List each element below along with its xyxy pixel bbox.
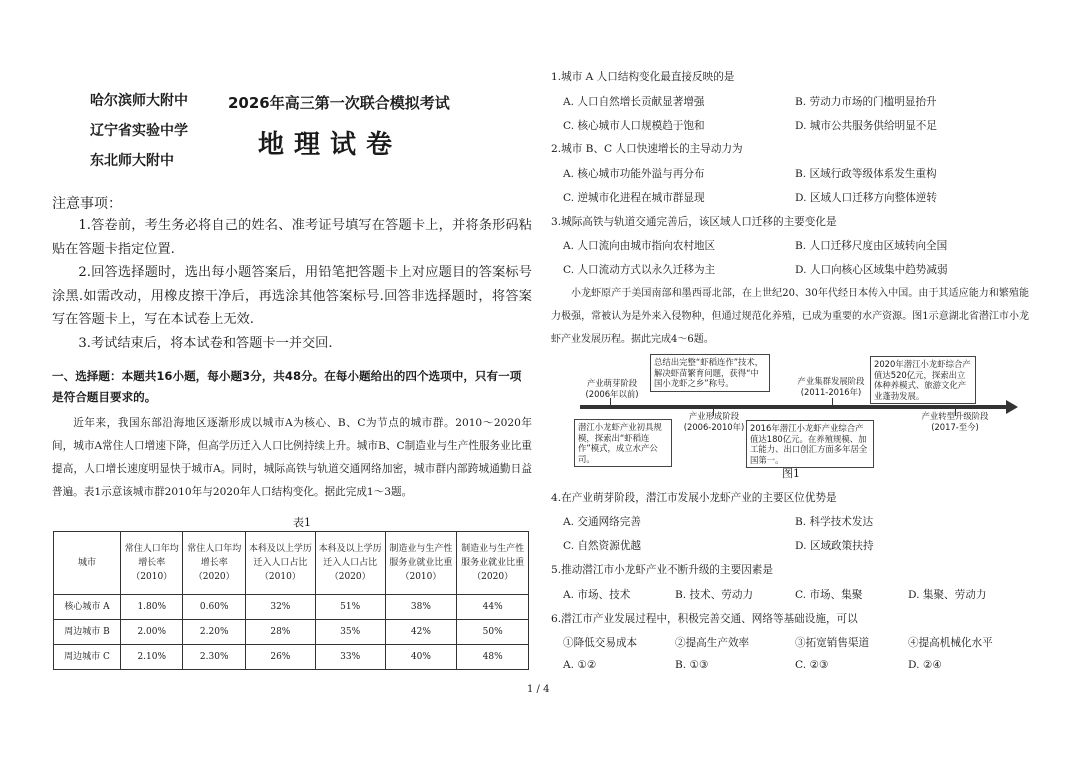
table-cell: 1.80%	[121, 595, 183, 620]
table-header-cell: 常住人口年均增长率（2020）	[183, 532, 245, 595]
table-row	[54, 645, 529, 670]
table-cell: 48%	[457, 645, 529, 670]
stage-period: (2011-2016年)	[800, 386, 862, 397]
table-cell: 0.60%	[183, 595, 245, 620]
stage-label-4	[912, 411, 998, 432]
notice-item-3: 3.考试结束后，将本试卷和答题卡一并交回.	[78, 335, 333, 351]
question-6-item-4: ④提高机械化水平	[908, 637, 993, 649]
question-3-option-b[interactable]: B. 人口迁移尺度由区域转向全国	[795, 240, 948, 252]
page-number: 1 / 4	[527, 684, 550, 695]
question-4-option-b[interactable]: B. 科学技术发达	[795, 516, 874, 528]
question-4-stem: 4.在产业萌芽阶段，潜江市发展小龙虾产业的主要区位优势是	[551, 492, 837, 504]
school-name-2: 辽宁省实验中学	[90, 123, 188, 139]
question-3-option-a[interactable]: A. 人口流向由城市指向农村地区	[563, 240, 716, 252]
stage-label-2	[674, 411, 754, 432]
figure-1-caption: 图1	[782, 467, 800, 480]
question-2-option-a[interactable]: A. 核心城市功能外溢与再分布	[563, 168, 705, 180]
question-6-option-b[interactable]: B. ①③	[675, 659, 709, 671]
stage-2-description: 总结出完整“虾稻连作”技术，解决虾苗繁育问题，获得“中国小龙虾之乡”称号。	[650, 354, 770, 392]
table-cell: 2.00%	[121, 620, 183, 645]
question-3-stem: 3.城际高铁与轨道交通完善后，该区域人口迁移的主要变化是	[551, 216, 837, 228]
table-cell: 40%	[385, 645, 457, 670]
section-title: 一、选择题：本题共16小题，每小题3分，共48分。在每小题给出的四个选项中，只有一项是符合题目要求的。	[52, 369, 522, 404]
question-2-option-d[interactable]: D. 区域人口迁移方向整体逆转	[795, 192, 937, 204]
question-1-option-d[interactable]: D. 城市公共服务供给明显不足	[795, 120, 937, 132]
stage-label-3	[788, 376, 874, 397]
table-header-cell: 城市	[54, 532, 121, 595]
stage-period: (2006-2010年)	[683, 421, 745, 432]
passage-1: 近年来，我国东部沿海地区逐渐形成以城市A为核心、B、C为节点的城市群。2010～2020年间，城市A常住人口增速下降，但高学历迁入人口比例持续上升。城市B、C制造业与生产性服务业比重提高，人口增长速度明显快于城市A。同时，城际高铁与轨道交通网络加密，城市群内部跨城通勤日益普遍。表1示意该城市群2010年与2020年人口结构变化。据此完成1～3题。	[52, 417, 532, 498]
stage-name: 产业形成阶段	[688, 411, 740, 421]
table-cell: 38%	[385, 595, 457, 620]
question-1-option-a[interactable]: A. 人口自然增长贡献显著增强	[563, 96, 705, 108]
timeline-arrow-head	[1006, 400, 1018, 414]
stage-3-description: 2016年潜江小龙虾产业综合产值达180亿元。在养殖规模、加工能力、出口创汇方面多年居全国第一。	[746, 420, 874, 468]
question-4-option-a[interactable]: A. 交通网络完善	[563, 516, 641, 528]
table-cell: 2.20%	[183, 620, 245, 645]
table-cell: 35%	[315, 620, 385, 645]
table-header-cell: 常住人口年均增长率（2010）	[121, 532, 183, 595]
notice-list	[52, 214, 532, 355]
table-cell: 核心城市 A	[54, 595, 121, 620]
table-cell: 2.30%	[183, 645, 245, 670]
notice-item-1: 1.答卷前，考生务必将自己的姓名、准考证号填写在答题卡上，并将条形码粘贴在答题卡指定位置.	[52, 218, 532, 257]
table-row	[54, 595, 529, 620]
stage-name: 产业萌芽阶段	[586, 378, 638, 388]
table-header-cell: 本科及以上学历迁入人口占比（2010）	[245, 532, 315, 595]
subject-title: 地理试卷	[258, 130, 403, 160]
notice-heading: 注意事项：	[52, 196, 122, 212]
question-6-item-2: ②提高生产效率	[675, 637, 750, 649]
table-cell: 28%	[245, 620, 315, 645]
data-table	[53, 531, 529, 670]
question-6-option-d[interactable]: D. ②④	[908, 659, 942, 671]
school-name-1: 哈尔滨师大附中	[90, 93, 188, 109]
table-header-cell: 制造业与生产性服务业就业比重（2020）	[457, 532, 529, 595]
stage-period: (2006年以前)	[585, 388, 639, 399]
stage-period: (2017-至今)	[931, 421, 979, 432]
table-cell: 51%	[315, 595, 385, 620]
question-6-item-3: ③拓宽销售渠道	[795, 637, 870, 649]
stage-name: 产业集群发展阶段	[797, 376, 865, 386]
question-5-stem: 5.推动潜江市小龙虾产业不断升级的主要因素是	[551, 564, 773, 576]
table-cell: 32%	[245, 595, 315, 620]
question-3-option-c[interactable]: C. 人口流动方式以永久迁移为主	[563, 264, 716, 276]
table-cell: 44%	[457, 595, 529, 620]
question-5-option-b[interactable]: B. 技术、劳动力	[675, 589, 754, 601]
figure-1-timeline	[570, 352, 1040, 464]
question-2-option-b[interactable]: B. 区域行政等级体系发生重构	[795, 168, 937, 180]
table-header-cell: 本科及以上学历迁入人口占比（2020）	[315, 532, 385, 595]
table-caption: 表1	[293, 516, 311, 529]
timeline-tick	[832, 398, 833, 407]
stage-4-description: 2020年潜江小龙虾综合产值达520亿元，探索出立体种养模式、旅游文化产业蓬勃发展。	[870, 356, 976, 404]
question-6-option-a[interactable]: A. ①②	[563, 659, 597, 671]
table-cell: 50%	[457, 620, 529, 645]
question-1-stem: 1.城市 A 人口结构变化最直接反映的是	[551, 71, 735, 83]
question-2-option-c[interactable]: C. 逆城市化进程在城市群显现	[563, 192, 705, 204]
question-4-option-d[interactable]: D. 区域政策扶持	[795, 540, 874, 552]
table-header-cell: 制造业与生产性服务业就业比重（2010）	[385, 532, 457, 595]
table-cell: 周边城市 C	[54, 645, 121, 670]
stage-1-description: 潜江小龙虾产业初具规模，探索出“虾稻连作”模式，成立水产公司。	[574, 419, 672, 467]
question-5-option-c[interactable]: C. 市场、集聚	[795, 589, 863, 601]
stage-name: 产业转型升级阶段	[921, 411, 989, 421]
question-2-stem: 2.城市 B、C 人口快速增长的主导动力为	[551, 143, 743, 155]
timeline-axis	[580, 405, 1008, 409]
question-5-option-a[interactable]: A. 市场、技术	[563, 589, 631, 601]
table-row	[54, 620, 529, 645]
table-cell: 26%	[245, 645, 315, 670]
school-name-3: 东北师大附中	[90, 153, 174, 169]
table-cell: 2.10%	[121, 645, 183, 670]
question-6-item-1: ①降低交易成本	[563, 637, 638, 649]
question-1-option-c[interactable]: C. 核心城市人口规模趋于饱和	[563, 120, 705, 132]
question-6-option-c[interactable]: C. ②③	[795, 659, 829, 671]
table-cell: 42%	[385, 620, 457, 645]
question-1-option-b[interactable]: B. 劳动力市场的门槛明显抬升	[795, 96, 937, 108]
table-cell: 周边城市 B	[54, 620, 121, 645]
question-3-option-d[interactable]: D. 人口向核心区域集中趋势减弱	[795, 264, 948, 276]
timeline-tick	[610, 398, 611, 407]
table-header-row	[54, 532, 529, 595]
stage-label-1	[578, 378, 646, 399]
passage-2: 小龙虾原产于美国南部和墨西哥北部，在上世纪20、30年代经日本传入中国。由于其适应能力和繁殖能力极强，常被认为是外来入侵物种，但通过规范化养殖，已成为重要的水产资源。图1示意湖北省潜江市小龙虾产业发展历程。据此完成4～6题。	[551, 288, 1029, 345]
notice-item-2: 2.回答选择题时，选出每小题答案后，用铅笔把答题卡上对应题目的答案标号涂黑.如需改动，用橡皮擦干净后，再选涂其他答案标号.回答非选择题时，将答案写在答题卡上，写在本试卷上无效.	[52, 265, 532, 327]
exam-title: 2026年高三第一次联合模拟考试	[228, 94, 450, 112]
table-cell: 33%	[315, 645, 385, 670]
question-6-stem: 6.潜江市产业发展过程中，积极完善交通、网络等基础设施，可以	[551, 613, 858, 625]
question-4-option-c[interactable]: C. 自然资源优越	[563, 540, 642, 552]
question-5-option-d[interactable]: D. 集聚、劳动力	[908, 589, 987, 601]
